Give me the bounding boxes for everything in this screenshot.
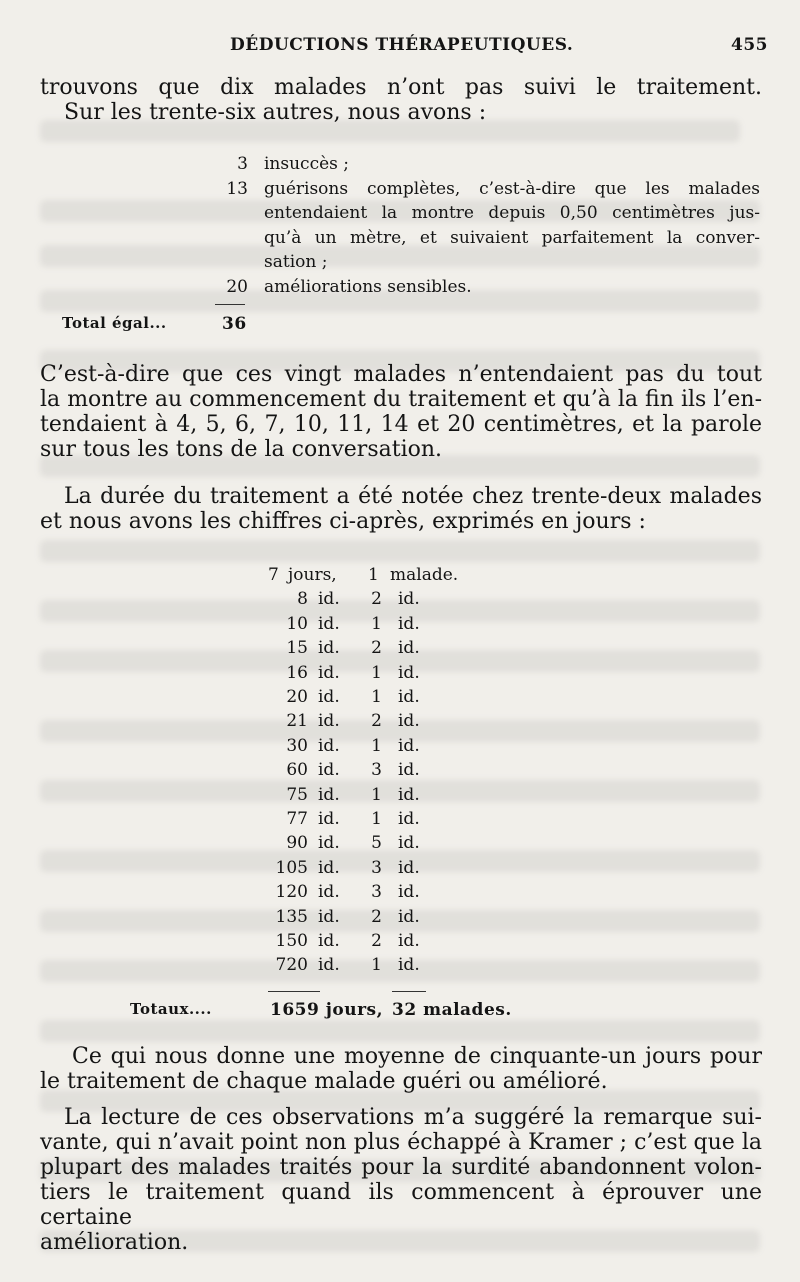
row-days: 75 (286, 784, 308, 805)
running-header (230, 35, 768, 55)
row-label: id. (398, 809, 420, 829)
sum-rule (268, 991, 320, 992)
header-title: DÉDUCTIONS THÉRAPEUTIQUES. (230, 35, 574, 55)
result-text: insuccès ; (264, 154, 350, 174)
result-text: sation ; (264, 252, 328, 272)
totals-patients: 32 malades. (392, 1000, 512, 1020)
paragraph-moyenne (40, 1044, 762, 1094)
row-days: 15 (286, 638, 308, 659)
row-days: 60 (286, 760, 308, 781)
text-line: plupart des malades traités pour la surdité abandonnent volon- (40, 1155, 762, 1180)
row-days: 10 (286, 613, 308, 634)
text-line: La lecture de ces observations m’a suggéré la remarque sui- (64, 1105, 762, 1130)
row-label: id. (398, 882, 420, 903)
text-line: tiers le traitement quand ils commencent à éprouver une certaine (40, 1180, 762, 1230)
result-item (180, 152, 760, 177)
row-count: 1 (368, 565, 379, 585)
row-count: 3 (371, 760, 382, 781)
row-count: 1 (371, 613, 382, 634)
text-line: C’est-à-dire que ces vingt malades n’entendaient pas du tout (40, 362, 762, 387)
row-label: id. (398, 784, 420, 805)
row-unit: id. (318, 638, 340, 659)
row-count: 3 (371, 857, 382, 878)
row-count: 2 (371, 711, 382, 732)
row-unit: id. (318, 809, 340, 829)
sum-rule (215, 304, 245, 305)
row-days: 16 (286, 662, 308, 683)
row-label: id. (398, 711, 420, 732)
row-days: 21 (286, 711, 308, 732)
row-days: 120 (275, 882, 308, 903)
text-line: Sur les trente-six autres, nous avons : (64, 100, 487, 125)
row-count: 2 (371, 638, 382, 659)
row-days: 150 (275, 931, 308, 951)
row-unit: id. (318, 711, 340, 732)
row-days: 90 (286, 833, 308, 854)
result-text: améliorations sensibles. (264, 276, 472, 297)
text-line: vante, qui n’avait point non plus échappé à Kramer ; c’est que la (40, 1130, 762, 1155)
result-text: qu’à un mètre, et suivaient parfaitement la conver- (264, 227, 760, 248)
row-unit: id. (318, 662, 340, 683)
row-label: id. (398, 857, 420, 878)
result-count: 20 (226, 276, 248, 297)
total-label: Total égal... (62, 314, 167, 332)
totals-label: Totaux.... (130, 1000, 212, 1018)
row-unit: id. (318, 760, 340, 781)
text-line: et nous avons les chiffres ci-après, exprimés en jours : (40, 509, 646, 534)
text-line: Ce qui nous donne une moyenne de cinquante-un jours pour (72, 1044, 762, 1069)
row-days: 77 (286, 809, 308, 829)
paragraph-lecture (40, 1105, 762, 1255)
intro-paragraph (40, 75, 762, 125)
row-days: 30 (286, 735, 308, 756)
row-count: 1 (371, 809, 382, 829)
row-days: 8 (297, 589, 308, 610)
row-label: id. (398, 687, 420, 707)
row-unit: id. (318, 906, 340, 927)
row-unit: id. (318, 589, 340, 610)
row-count: 1 (371, 735, 382, 756)
row-unit: id. (318, 931, 340, 951)
totals-days: 1659 jours, (270, 1000, 384, 1020)
row-label: id. (398, 638, 420, 659)
row-unit: id. (318, 784, 340, 805)
total-value: 36 (222, 314, 247, 334)
row-count: 1 (371, 662, 382, 683)
row-unit: id. (318, 687, 340, 707)
row-days: 135 (275, 906, 308, 927)
page-number: 455 (731, 35, 768, 55)
result-count: 13 (226, 178, 248, 199)
row-unit: id. (318, 857, 340, 878)
row-unit: id. (318, 833, 340, 854)
result-item (180, 275, 760, 300)
row-days: 7 (268, 565, 279, 585)
row-label: id. (398, 760, 420, 781)
text-line: La durée du traitement a été notée chez trente-deux malades (64, 484, 762, 509)
results-total (62, 314, 247, 334)
row-label: id. (398, 833, 420, 854)
text-line: le traitement de chaque malade guéri ou amélioré. (40, 1069, 608, 1094)
paragraph-vingt (40, 362, 762, 462)
row-count: 2 (371, 931, 382, 951)
row-count: 1 (371, 955, 382, 976)
row-label: id. (398, 735, 420, 756)
result-count: 3 (237, 154, 248, 174)
row-count: 1 (371, 687, 382, 707)
paragraph-duree (40, 484, 762, 534)
row-count: 2 (371, 906, 382, 927)
row-unit: id. (318, 613, 340, 634)
row-unit: id. (318, 882, 340, 903)
row-count: 5 (371, 833, 382, 854)
row-count: 3 (371, 882, 382, 903)
row-label: id. (398, 906, 420, 927)
row-label: id. (398, 931, 420, 951)
row-unit: id. (318, 735, 340, 756)
result-item (180, 177, 760, 275)
row-days: 105 (275, 857, 308, 878)
row-label: id. (398, 589, 420, 610)
text-line: amélioration. (40, 1230, 189, 1255)
row-label: id. (398, 662, 420, 683)
result-text: guérisons complètes, c’est-à-dire que les malades (264, 178, 760, 199)
row-label: id. (398, 955, 420, 976)
row-label: malade. (390, 565, 459, 585)
result-text: entendaient la montre depuis 0,50 centimètres jus- (264, 203, 760, 223)
row-days: 720 (275, 955, 308, 976)
text-line: sur tous les tons de la conversation. (40, 437, 443, 462)
row-count: 1 (371, 784, 382, 805)
row-unit: id. (318, 955, 340, 976)
results-list (180, 152, 760, 299)
text-line: tendaient à 4, 5, 6, 7, 10, 11, 14 et 20 centimètres, et la parole (40, 412, 762, 437)
text-line: trouvons que dix malades n’ont pas suivi le traitement. (40, 75, 762, 100)
row-count: 2 (371, 589, 382, 610)
row-unit: jours, (288, 565, 337, 585)
row-days: 20 (286, 687, 308, 707)
row-label: id. (398, 613, 420, 634)
sum-rule (392, 991, 426, 992)
text-line: la montre au commencement du traitement et qu’à la fin ils l’en- (40, 387, 762, 412)
